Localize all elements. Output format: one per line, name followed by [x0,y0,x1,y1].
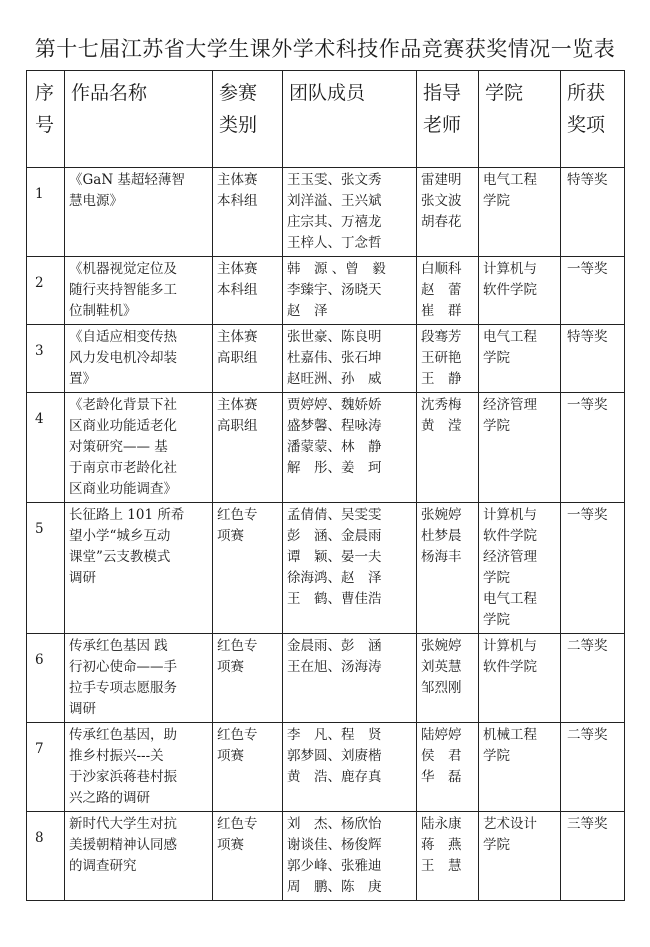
cell-name: 传承红色基因 践 行初心使命——手 拉手专项志愿服务 调研 [65,634,213,723]
cell-members: 贾婷婷、魏娇娇 盛梦馨、程咏涛 潘蒙蒙、林 静 解 彤、姜 珂 [283,393,417,503]
cell-college: 机械工程 学院 [479,723,561,812]
cell-college: 艺术设计 学院 [479,812,561,901]
cell-seq: 1 [27,168,65,257]
header-advisor: 指导 老师 [417,71,479,168]
cell-advisor: 白顺科 赵 蕾 崔 群 [417,257,479,325]
cell-seq: 2 [27,257,65,325]
cell-category: 主体赛 本科组 [213,168,283,257]
cell-members: 韩 源 、曾 毅 李臻宇、汤晓天 赵 泽 [283,257,417,325]
cell-seq: 8 [27,812,65,901]
cell-advisor: 陆婷婷 侯 君 华 磊 [417,723,479,812]
cell-college: 计算机与 软件学院 [479,257,561,325]
header-members: 团队成员 [283,71,417,168]
cell-members: 刘 杰、杨欣怡 谢谈佳、杨俊辉 郭少峰、张雅迪 周 鹏、陈 庚 [283,812,417,901]
awards-table [26,70,625,901]
table-row [27,257,625,325]
cell-advisor: 张婉婷 刘英慧 邹烈刚 [417,634,479,723]
cell-seq: 5 [27,503,65,634]
header-category: 参赛 类别 [213,71,283,168]
cell-members: 李 凡、程 贤 郭梦圆、刘赓楷 黄 浩、鹿存真 [283,723,417,812]
cell-category: 主体赛 高职组 [213,393,283,503]
cell-category: 主体赛 高职组 [213,325,283,393]
cell-members: 金晨雨、彭 涵 王在旭、汤海涛 [283,634,417,723]
cell-prize: 特等奖 [561,325,625,393]
cell-advisor: 段骞芳 王研艳 王 静 [417,325,479,393]
table-row [27,168,625,257]
cell-advisor: 雷建明 张文波 胡春花 [417,168,479,257]
cell-members: 孟倩倩、吴雯雯 彭 涵、金晨雨 谭 颖、晏一夫 徐海鸿、赵 泽 王 鹤、曹佳浩 [283,503,417,634]
header-seq: 序 号 [27,71,65,168]
cell-prize: 一等奖 [561,503,625,634]
cell-name: 《老龄化背景下社 区商业功能适老化 对策研究—— 基 于南京市老龄化社 区商业功能调查》 [65,393,213,503]
cell-name: 新时代大学生对抗 美援朝精神认同感 的调查研究 [65,812,213,901]
cell-advisor: 陆永康 蒋 燕 王 慧 [417,812,479,901]
table-header-row [27,71,625,168]
header-college: 学院 [479,71,561,168]
table-row [27,723,625,812]
cell-college: 电气工程 学院 [479,168,561,257]
cell-category: 红色专 项赛 [213,634,283,723]
cell-name: 《机器视觉定位及 随行夹持智能多工 位制鞋机》 [65,257,213,325]
table-row [27,812,625,901]
cell-prize: 一等奖 [561,257,625,325]
table-row [27,503,625,634]
cell-category: 主体赛 本科组 [213,257,283,325]
cell-college: 计算机与 软件学院 经济管理 学院 电气工程 学院 [479,503,561,634]
cell-prize: 二等奖 [561,723,625,812]
cell-prize: 二等奖 [561,634,625,723]
table-row [27,325,625,393]
cell-prize: 特等奖 [561,168,625,257]
cell-name: 长征路上 101 所希 望小学“城乡互动 课堂”云支教模式 调研 [65,503,213,634]
document-title: 第十七届江苏省大学生课外学术科技作品竞赛获奖情况一览表 [34,37,616,61]
cell-category: 红色专 项赛 [213,723,283,812]
cell-seq: 4 [27,393,65,503]
cell-name: 传承红色基因，助 推乡村振兴---关 于沙家浜蒋巷村振 兴之路的调研 [65,723,213,812]
header-name: 作品名称 [65,71,213,168]
cell-name: 《自适应相变传热 风力发电机冷却装 置》 [65,325,213,393]
cell-prize: 一等奖 [561,393,625,503]
cell-category: 红色专 项赛 [213,503,283,634]
cell-seq: 6 [27,634,65,723]
cell-college: 经济管理 学院 [479,393,561,503]
table-row [27,634,625,723]
cell-seq: 3 [27,325,65,393]
cell-college: 电气工程 学院 [479,325,561,393]
cell-category: 红色专 项赛 [213,812,283,901]
header-prize: 所获 奖项 [561,71,625,168]
cell-advisor: 张婉婷 杜梦晨 杨海丰 [417,503,479,634]
table-row [27,393,625,503]
cell-members: 王玉雯、张文秀 刘洋溢、王兴斌 庄宗其、万禧龙 王梓人、丁念哲 [283,168,417,257]
cell-college: 计算机与 软件学院 [479,634,561,723]
cell-name: 《GaN 基超轻薄智 慧电源》 [65,168,213,257]
cell-advisor: 沈秀梅 黄 滢 [417,393,479,503]
cell-prize: 三等奖 [561,812,625,901]
cell-seq: 7 [27,723,65,812]
cell-members: 张世豪、陈良明 杜嘉伟、张石坤 赵旺洲、孙 威 [283,325,417,393]
